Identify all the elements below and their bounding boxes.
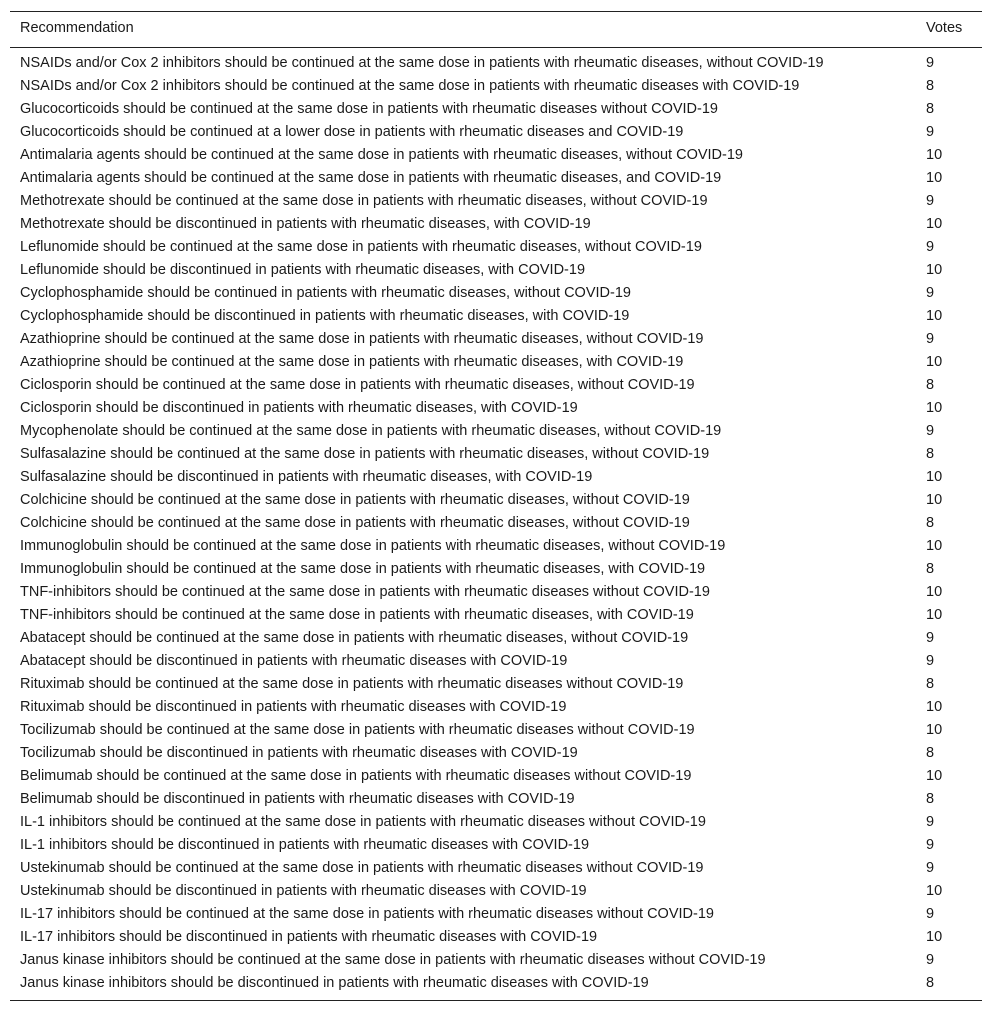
votes-cell: 10 xyxy=(926,262,943,278)
votes-cell: 10 xyxy=(926,147,943,163)
recommendation-cell: Ustekinumab should be discontinued in patients with rheumatic diseases with COVID-19 xyxy=(20,883,587,899)
recommendation-cell: IL-1 inhibitors should be continued at the same dose in patients with rheumatic diseases without COVID-19 xyxy=(20,814,706,830)
table-row xyxy=(10,673,982,696)
votes-cell: 10 xyxy=(926,699,943,715)
recommendation-cell: Antimalaria agents should be continued at the same dose in patients with rheumatic diseases, without COVID-19 xyxy=(20,147,743,163)
recommendation-cell: Abatacept should be discontinued in patients with rheumatic diseases with COVID-19 xyxy=(20,653,568,669)
table-row xyxy=(10,834,982,857)
recommendation-cell: Cyclophosphamide should be continued in patients with rheumatic diseases, without COVID-19 xyxy=(20,285,631,301)
votes-cell: 8 xyxy=(926,377,935,393)
votes-cell: 9 xyxy=(926,124,935,140)
votes-cell: 9 xyxy=(926,331,935,347)
votes-cell: 10 xyxy=(926,354,943,370)
column-header-recommendation: Recommendation xyxy=(10,12,916,48)
recommendation-cell: Rituximab should be continued at the same dose in patients with rheumatic diseases without COVID-19 xyxy=(20,676,684,692)
recommendation-cell: Ciclosporin should be continued at the same dose in patients with rheumatic diseases, without COVID-19 xyxy=(20,377,695,393)
votes-cell: 10 xyxy=(926,768,943,784)
votes-cell: 9 xyxy=(926,55,935,71)
table-row xyxy=(10,742,982,765)
column-header-votes: Votes xyxy=(916,12,982,48)
recommendations-table xyxy=(10,11,982,1001)
votes-cell: 10 xyxy=(926,607,943,623)
votes-cell: 9 xyxy=(926,239,935,255)
recommendation-cell: IL-17 inhibitors should be continued at the same dose in patients with rheumatic diseases without COVID-19 xyxy=(20,906,714,922)
recommendation-cell: Mycophenolate should be continued at the same dose in patients with rheumatic diseases, without COVID-19 xyxy=(20,423,722,439)
table-row xyxy=(10,420,982,443)
recommendation-cell: Antimalaria agents should be continued at the same dose in patients with rheumatic diseases, and COVID-19 xyxy=(20,170,722,186)
votes-cell: 10 xyxy=(926,216,943,232)
table-row xyxy=(10,788,982,811)
table-row xyxy=(10,696,982,719)
votes-cell: 10 xyxy=(926,308,943,324)
votes-cell: 9 xyxy=(926,423,935,439)
table-row xyxy=(10,926,982,949)
votes-cell: 10 xyxy=(926,400,943,416)
votes-cell: 10 xyxy=(926,469,943,485)
votes-cell: 8 xyxy=(926,676,935,692)
recommendation-cell: NSAIDs and/or Cox 2 inhibitors should be continued at the same dose in patients with rheumatic diseases, without COVID-19 xyxy=(20,55,824,71)
table-row xyxy=(10,558,982,581)
recommendation-cell: Ustekinumab should be continued at the same dose in patients with rheumatic diseases without COVID-19 xyxy=(20,860,704,876)
votes-cell: 9 xyxy=(926,837,935,853)
votes-cell: 9 xyxy=(926,193,935,209)
table-row xyxy=(10,466,982,489)
recommendation-cell: Ciclosporin should be discontinued in patients with rheumatic diseases, with COVID-19 xyxy=(20,400,578,416)
recommendation-cell: Glucocorticoids should be continued at the same dose in patients with rheumatic diseases without COVID-19 xyxy=(20,101,718,117)
recommendation-cell: TNF-inhibitors should be continued at the same dose in patients with rheumatic diseases without COVID-19 xyxy=(20,584,710,600)
recommendation-cell: Leflunomide should be continued at the same dose in patients with rheumatic diseases, without COVID-19 xyxy=(20,239,702,255)
votes-cell: 10 xyxy=(926,929,943,945)
table-row xyxy=(10,489,982,512)
table-row xyxy=(10,903,982,926)
recommendation-cell: Glucocorticoids should be continued at a lower dose in patients with rheumatic diseases and COVID-19 xyxy=(20,124,684,140)
recommendation-cell: Janus kinase inhibitors should be continued at the same dose in patients with rheumatic diseases without COVID-19 xyxy=(20,952,766,968)
table-row xyxy=(10,857,982,880)
recommendation-cell: Colchicine should be continued at the same dose in patients with rheumatic diseases, without COVID-19 xyxy=(20,492,690,508)
table-row xyxy=(10,443,982,466)
votes-cell: 8 xyxy=(916,972,982,1001)
table-row xyxy=(10,949,982,972)
table-row xyxy=(10,581,982,604)
table-row xyxy=(10,213,982,236)
votes-cell: 9 xyxy=(926,285,935,301)
table-body xyxy=(10,48,982,1001)
recommendation-cell: Janus kinase inhibitors should be discontinued in patients with rheumatic diseases with COVID-19 xyxy=(10,972,916,1001)
recommendation-cell: Azathioprine should be continued at the same dose in patients with rheumatic diseases, with COVID-19 xyxy=(20,354,684,370)
votes-cell: 10 xyxy=(926,584,943,600)
recommendation-cell: Sulfasalazine should be continued at the same dose in patients with rheumatic diseases, without COVID-19 xyxy=(20,446,710,462)
votes-cell: 8 xyxy=(926,515,935,531)
recommendation-cell: Sulfasalazine should be discontinued in patients with rheumatic diseases, with COVID-19 xyxy=(20,469,593,485)
recommendation-cell: Tocilizumab should be discontinued in patients with rheumatic diseases with COVID-19 xyxy=(20,745,578,761)
table-row xyxy=(10,765,982,788)
recommendation-cell: Tocilizumab should be continued at the same dose in patients with rheumatic diseases without COVID-19 xyxy=(20,722,695,738)
table-row xyxy=(10,328,982,351)
table-row xyxy=(10,98,982,121)
table-row xyxy=(10,535,982,558)
recommendation-cell: Rituximab should be discontinued in patients with rheumatic diseases with COVID-19 xyxy=(20,699,567,715)
votes-cell: 9 xyxy=(926,860,935,876)
votes-cell: 9 xyxy=(926,630,935,646)
table-row xyxy=(10,972,982,1001)
recommendation-cell: Methotrexate should be continued at the same dose in patients with rheumatic diseases, without COVID-19 xyxy=(20,193,708,209)
recommendation-cell: Immunoglobulin should be continued at the same dose in patients with rheumatic diseases, with COVID-19 xyxy=(20,561,706,577)
table-row xyxy=(10,811,982,834)
recommendation-cell: Methotrexate should be discontinued in patients with rheumatic diseases, with COVID-19 xyxy=(20,216,591,232)
recommendation-cell: Immunoglobulin should be continued at the same dose in patients with rheumatic diseases, without COVID-19 xyxy=(20,538,726,554)
table-row xyxy=(10,75,982,98)
votes-cell: 8 xyxy=(926,745,935,761)
recommendation-cell: Leflunomide should be discontinued in patients with rheumatic diseases, with COVID-19 xyxy=(20,262,586,278)
table-row xyxy=(10,236,982,259)
votes-cell: 9 xyxy=(926,814,935,830)
table-row xyxy=(10,259,982,282)
table-row xyxy=(10,282,982,305)
recommendation-cell: Belimumab should be discontinued in patients with rheumatic diseases with COVID-19 xyxy=(20,791,575,807)
table-row xyxy=(10,627,982,650)
recommendation-cell: Belimumab should be continued at the same dose in patients with rheumatic diseases without COVID-19 xyxy=(20,768,692,784)
table-row xyxy=(10,167,982,190)
recommendation-cell: Abatacept should be continued at the same dose in patients with rheumatic diseases, without COVID-19 xyxy=(20,630,689,646)
table-row xyxy=(10,121,982,144)
table-row xyxy=(10,512,982,535)
table-row xyxy=(10,374,982,397)
recommendation-cell: Colchicine should be continued at the same dose in patients with rheumatic diseases, without COVID-19 xyxy=(20,515,690,531)
votes-cell: 9 xyxy=(926,906,935,922)
votes-cell: 8 xyxy=(926,791,935,807)
votes-cell: 10 xyxy=(926,170,943,186)
recommendation-cell: IL-17 inhibitors should be discontinued in patients with rheumatic diseases with COVID-19 xyxy=(20,929,598,945)
recommendation-cell: Azathioprine should be continued at the same dose in patients with rheumatic diseases, without COVID-19 xyxy=(20,331,704,347)
votes-cell: 8 xyxy=(926,446,935,462)
table-row xyxy=(10,880,982,903)
table-row xyxy=(10,397,982,420)
table-row xyxy=(10,351,982,374)
table-row xyxy=(10,719,982,742)
votes-cell: 8 xyxy=(926,78,935,94)
table-row xyxy=(10,144,982,167)
recommendation-cell: TNF-inhibitors should be continued at the same dose in patients with rheumatic diseases, with COVID-19 xyxy=(20,607,694,623)
header-row xyxy=(10,12,982,48)
recommendation-cell: Cyclophosphamide should be discontinued in patients with rheumatic diseases, with COVID-19 xyxy=(20,308,630,324)
votes-cell: 10 xyxy=(926,722,943,738)
recommendation-cell: NSAIDs and/or Cox 2 inhibitors should be continued at the same dose in patients with rheumatic diseases with COVID-19 xyxy=(20,78,800,94)
table-row xyxy=(10,190,982,213)
table-row xyxy=(10,604,982,627)
votes-cell: 10 xyxy=(926,492,943,508)
table-row xyxy=(10,650,982,673)
table-header xyxy=(10,12,982,48)
votes-cell: 9 xyxy=(926,653,935,669)
votes-cell: 10 xyxy=(926,538,943,554)
votes-cell: 8 xyxy=(926,101,935,117)
recommendations-table-container xyxy=(10,11,982,1001)
table-row xyxy=(10,305,982,328)
votes-cell: 8 xyxy=(926,561,935,577)
votes-cell: 10 xyxy=(926,883,943,899)
recommendation-cell: IL-1 inhibitors should be discontinued in patients with rheumatic diseases with COVID-19 xyxy=(20,837,590,853)
table-row xyxy=(10,48,982,76)
votes-cell: 9 xyxy=(926,952,935,968)
